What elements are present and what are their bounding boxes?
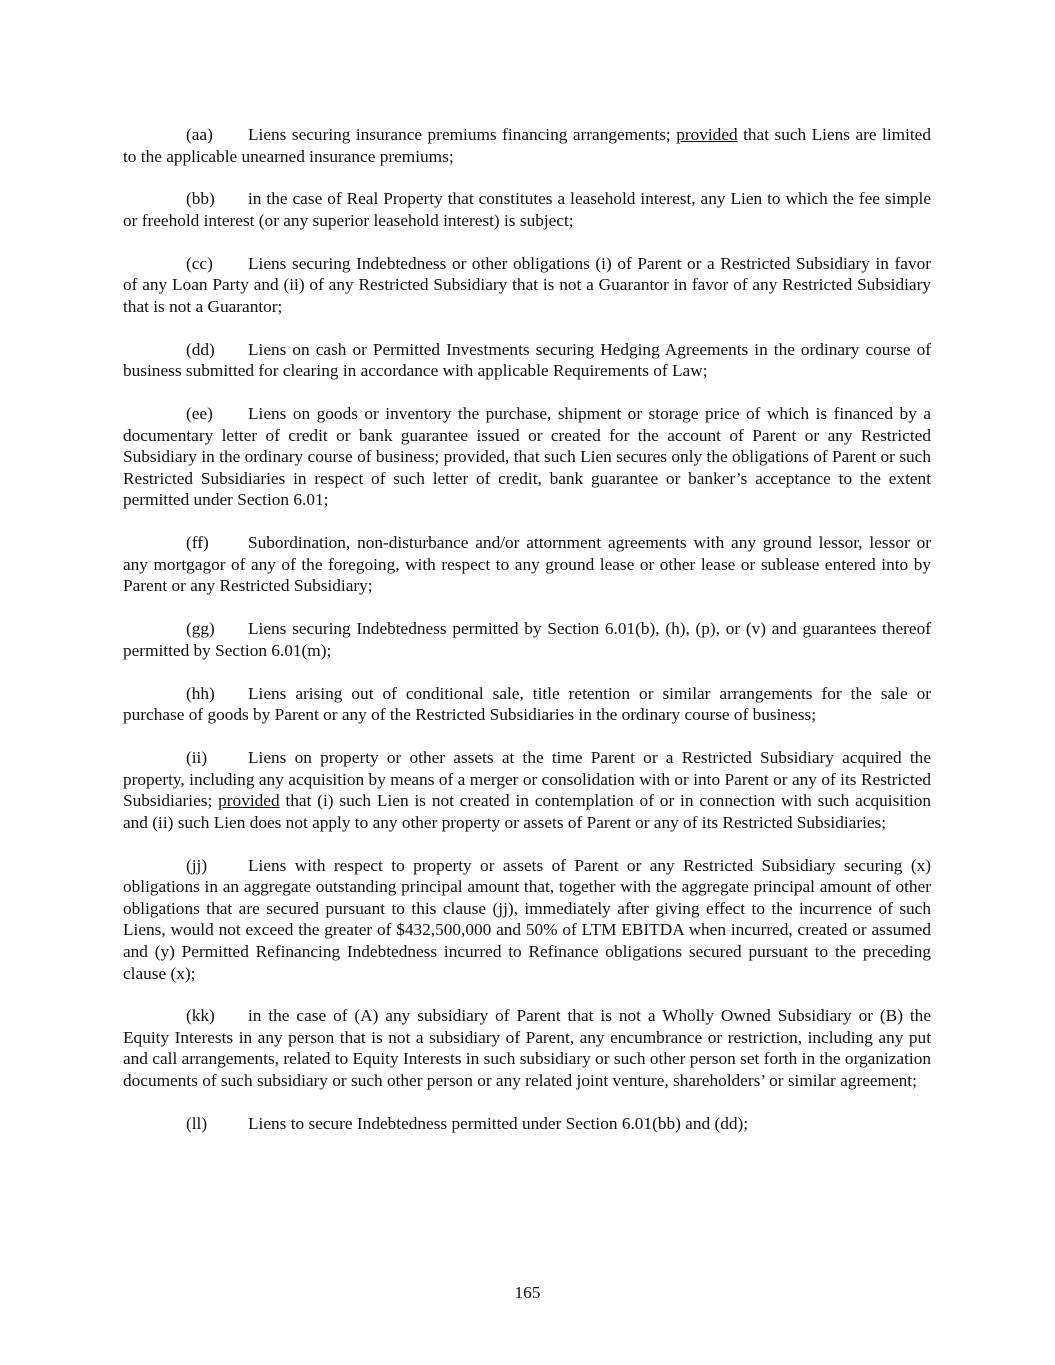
clause-label: (kk) bbox=[186, 1006, 215, 1026]
clause-paragraph bbox=[123, 1113, 931, 1135]
clause-paragraph bbox=[123, 403, 931, 511]
clause-text: Subordination, non-disturbance and/or attornment agreements with any ground lessor, lessor or any mortgagor of any of the foregoing, with respect to any ground lease or other lease or sublease entered into by Parent or any Restricted Subsidiary; bbox=[123, 533, 931, 596]
clause-label: (ii) bbox=[186, 747, 208, 767]
clause-label: (ff) bbox=[186, 533, 209, 553]
clause-paragraph bbox=[123, 532, 931, 597]
clause-text: Liens securing Indebtedness or other obligations (i) of Parent or a Restricted Subsidiary in favor of any Loan Party and (ii) of any Restricted Subsidiary that is not a Guarantor in favor of any Restricted Subsidiary that is not a Guarantor; bbox=[123, 253, 931, 316]
clause-text: Liens securing insurance premiums financing arrangements; bbox=[248, 125, 677, 144]
clause-text: in the case of (A) any subsidiary of Parent that is not a Wholly Owned Subsidiary or (B) the Equity Interests in any person that is not a subsidiary of Parent, any encumbrance or restriction, including any put and call arrangements, related to Equity Interests in such subsidiary or such other person set forth in the organization documents of such subsidiary or such other person or any related joint venture, shareholders’ or similar agreement; bbox=[123, 1006, 931, 1091]
clause-text: Liens to secure Indebtedness permitted under Section 6.01(bb) and (dd); bbox=[248, 1113, 749, 1133]
clause-text: Liens securing Indebtedness permitted by Section 6.01(b), (h), (p), or (v) and guarantees thereof permitted by Section 6.01(m); bbox=[123, 619, 931, 660]
document-body bbox=[123, 124, 931, 1156]
clause-label: (jj) bbox=[186, 855, 208, 875]
clause-text: that such Liens are limited to the applicable unearned insurance premiums; bbox=[123, 125, 931, 166]
clause-paragraph bbox=[123, 618, 931, 661]
clause-label: (hh) bbox=[186, 683, 215, 703]
clause-paragraph bbox=[123, 339, 931, 382]
clause-paragraph bbox=[123, 747, 931, 833]
page-number: 165 bbox=[514, 1283, 541, 1302]
clause-label: (bb) bbox=[186, 189, 215, 209]
clause-text: Liens arising out of conditional sale, title retention or similar arrangements for the sale or purchase of goods by Parent or any of the Restricted Subsidiaries in the ordinary course of business; bbox=[123, 683, 931, 725]
clause-label: (ll) bbox=[186, 1113, 208, 1133]
clause-label: (ee) bbox=[186, 404, 213, 424]
underlined-term: provided bbox=[676, 125, 738, 144]
clause-text: Liens on goods or inventory the purchase, shipment or storage price of which is financed by a documentary letter of credit or bank guarantee issued or created for the account of Parent or any Restricted Subsidiary in the ordinary course of business; provided, that such Lien secures only the obligations of Parent or such Restricted Subsidiaries in respect of such letter of credit, bank guarantee or banker’s acceptance to the extent permitted under Section 6.01; bbox=[123, 404, 931, 510]
clause-label: (dd) bbox=[186, 339, 215, 359]
clause-text: that (i) such Lien is not created in contemplation of or in connection with such acquisition and (ii) such Lien does not apply to any other property or assets of Parent or any of its Restricted Subsidiaries; bbox=[123, 791, 931, 832]
clause-label: (cc) bbox=[186, 253, 213, 273]
clause-paragraph bbox=[123, 253, 931, 318]
clause-label: (gg) bbox=[186, 619, 215, 639]
clause-paragraph bbox=[123, 855, 931, 985]
clause-paragraph bbox=[123, 683, 931, 726]
clause-text: Liens on property or other assets at the time Parent or a Restricted Subsidiary acquired the property, including any acquisition by means of a merger or consolidation with or into Parent or any of its Restricted Subsidiaries; bbox=[123, 747, 931, 811]
clause-paragraph bbox=[123, 124, 931, 167]
clause-label: (aa) bbox=[186, 125, 213, 144]
clause-text: Liens on cash or Permitted Investments securing Hedging Agreements in the ordinary course of business submitted for clearing in accordance with applicable Requirements of Law; bbox=[123, 339, 931, 381]
clause-paragraph bbox=[123, 1005, 931, 1091]
underlined-term: provided bbox=[218, 791, 280, 811]
clause-text: Liens with respect to property or assets of Parent or any Restricted Subsidiary securing (x) obligations in an aggregate outstanding principal amount that, together with the aggregate principal amount of other obligations that are secured pursuant to this clause (jj), immediately after giving effect to the incurrence of such Liens, would not exceed the greater of $432,500,000 and 50% of LTM EBITDA when incurred, created or assumed and (y) Permitted Refinancing Indebtedness incurred to Refinance obligations secured pursuant to the preceding clause (x); bbox=[123, 855, 931, 983]
clause-paragraph bbox=[123, 188, 931, 231]
clause-text: in the case of Real Property that constitutes a leasehold interest, any Lien to which the fee simple or freehold interest (or any superior leasehold interest) is subject; bbox=[123, 189, 931, 230]
